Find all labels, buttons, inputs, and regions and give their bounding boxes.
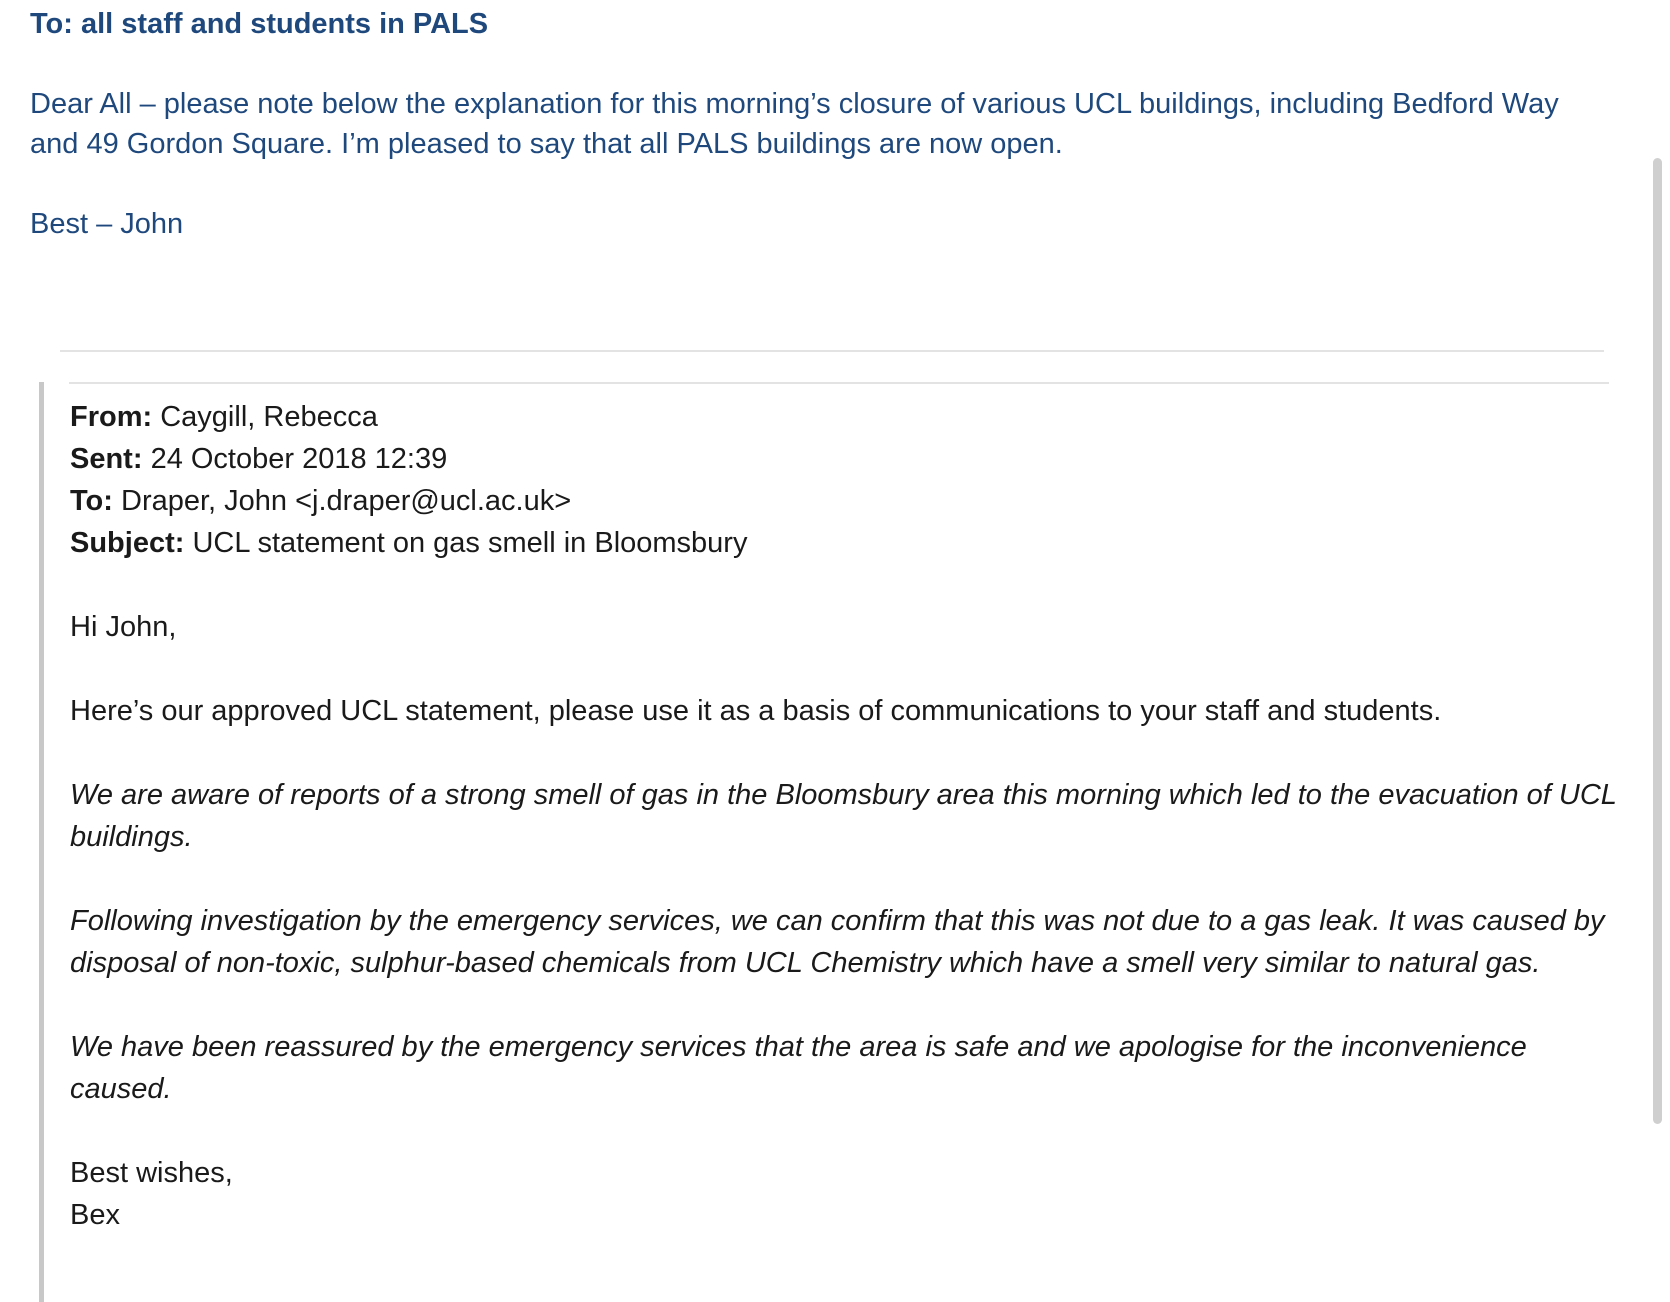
sent-value: 24 October 2018 12:39	[150, 443, 448, 475]
from-label: From:	[70, 401, 153, 433]
statement-paragraph-3: We have been reassured by the emergency services that the area is safe and we apologise for the inconvenience caused.	[70, 1031, 1527, 1105]
intro-line: Here’s our approved UCL statement, please use it as a basis of communications to your staff and students.	[70, 695, 1442, 727]
header-to	[70, 480, 1630, 522]
signature-block	[70, 1152, 1630, 1236]
forward-note-body: Dear All – please note below the explanation for this morning’s closure of various UCL buildings, including Bedford Way and 49 Gordon Square. I’m pleased to say that all PALS buildings are now open.	[30, 88, 1559, 160]
statement-paragraph-1: We are aware of reports of a strong smell of gas in the Bloomsbury area this morning which led to the evacuation of UCL buildings.	[70, 779, 1617, 853]
forwarded-message-content	[70, 396, 1630, 1236]
subject-value: UCL statement on gas smell in Bloomsbury	[192, 527, 748, 559]
vertical-scrollbar[interactable]	[1653, 158, 1662, 1124]
greeting: Hi John,	[70, 611, 177, 643]
signature-name: Bex	[70, 1199, 120, 1231]
subject-label: Subject:	[70, 527, 185, 559]
message-divider	[60, 350, 1604, 352]
header-divider	[69, 382, 1609, 384]
closing: Best wishes,	[70, 1157, 233, 1189]
header-subject	[70, 522, 1630, 564]
to-label: To:	[70, 485, 113, 517]
forward-note-signoff: Best – John	[30, 208, 184, 240]
sent-label: Sent:	[70, 443, 143, 475]
header-sent	[70, 438, 1630, 480]
statement-paragraph-2: Following investigation by the emergency services, we can confirm that this was not due to a gas leak. It was caused by disposal of non-toxic, sulphur-based chemicals from UCL Chemistry which have a smell very similar to natural gas.	[70, 905, 1605, 979]
to-value[interactable]: Draper, John <j.draper@ucl.ac.uk>	[121, 485, 572, 517]
forward-note	[30, 4, 1590, 244]
recipients-heading: To: all staff and students in PALS	[30, 8, 489, 40]
header-from	[70, 396, 1630, 438]
forwarded-message-block	[39, 382, 1617, 1302]
from-value[interactable]: Caygill, Rebecca	[160, 401, 378, 433]
